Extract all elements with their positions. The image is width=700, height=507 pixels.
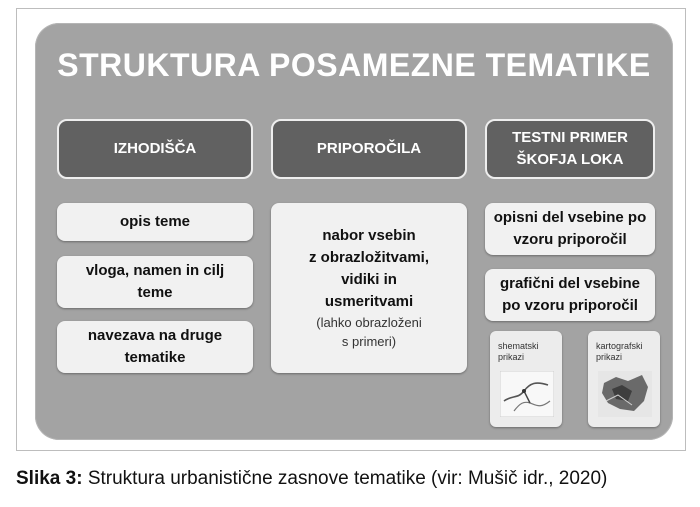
header-izhodisca: [57, 119, 253, 179]
izhodisca-item-3-line-2: tematike: [124, 349, 186, 366]
testni-item-2-line-2: po vzoru priporočil: [502, 297, 638, 314]
testni-item-2: [485, 269, 655, 321]
shematski-label-line-2: prikazi: [498, 352, 525, 362]
shematski-label: [498, 341, 539, 363]
caption-label: Slika 3:: [16, 468, 83, 489]
kartografski-label-line-1: kartografski: [596, 341, 643, 351]
testni-item-1: [485, 203, 655, 255]
shematski-prikazi-card: [490, 331, 562, 427]
priporocila-line-2: z obrazložitvami,: [308, 249, 430, 266]
header-testni-line-2: ŠKOFJA LOKA: [516, 151, 624, 168]
header-testni-line-1: TESTNI PRIMER: [512, 129, 628, 146]
priporocila-note-line-1: (lahko obrazloženi: [316, 315, 422, 330]
schematic-map-icon: [500, 371, 554, 417]
caption-text: Strukturа urbanistične zasnove tematike (vir: Mušič idr., 2020): [82, 468, 608, 489]
header-priporocila: [271, 119, 467, 179]
diagram-panel: [35, 23, 673, 440]
testni-item-1-line-2: vzoru priporočil: [513, 231, 627, 248]
kartografski-prikazi-card: [588, 331, 660, 427]
priporocila-line-1: nabor vsebin: [322, 227, 416, 244]
izhodisca-item-1-text: opis teme: [119, 213, 191, 230]
shematski-label-line-1: shematski: [498, 341, 539, 351]
header-izhodisca-label: IZHODIŠČA: [113, 140, 197, 157]
testni-item-2-line-1: grafični del vsebine: [499, 275, 641, 292]
figure-caption: [16, 468, 607, 490]
izhodisca-item-3-line-1: navezava na druge: [87, 327, 223, 344]
figure-frame: [16, 8, 686, 451]
izhodisca-item-1: [57, 203, 253, 241]
priporocila-box: [271, 203, 467, 373]
izhodisca-item-2-line-2: teme: [137, 284, 173, 301]
izhodisca-item-3: [57, 321, 253, 373]
header-priporocila-label: PRIPOROČILA: [316, 140, 422, 157]
priporocila-line-3: vidiki in: [341, 271, 397, 288]
header-testni-primer: [485, 119, 655, 179]
cartographic-map-icon: [598, 371, 652, 417]
izhodisca-item-2-line-1: vloga, namen in cilj: [85, 262, 225, 279]
testni-item-1-line-1: opisni del vsebine po: [493, 209, 647, 226]
priporocila-note-line-2: s primeri): [341, 334, 397, 349]
kartografski-label-line-2: prikazi: [596, 352, 623, 362]
diagram-title: STRUKTURA POSAMEZNE TEMATIKE: [57, 47, 651, 83]
izhodisca-item-2: [57, 256, 253, 308]
kartografski-label: [596, 341, 643, 363]
priporocila-line-4: usmeritvami: [324, 293, 414, 310]
